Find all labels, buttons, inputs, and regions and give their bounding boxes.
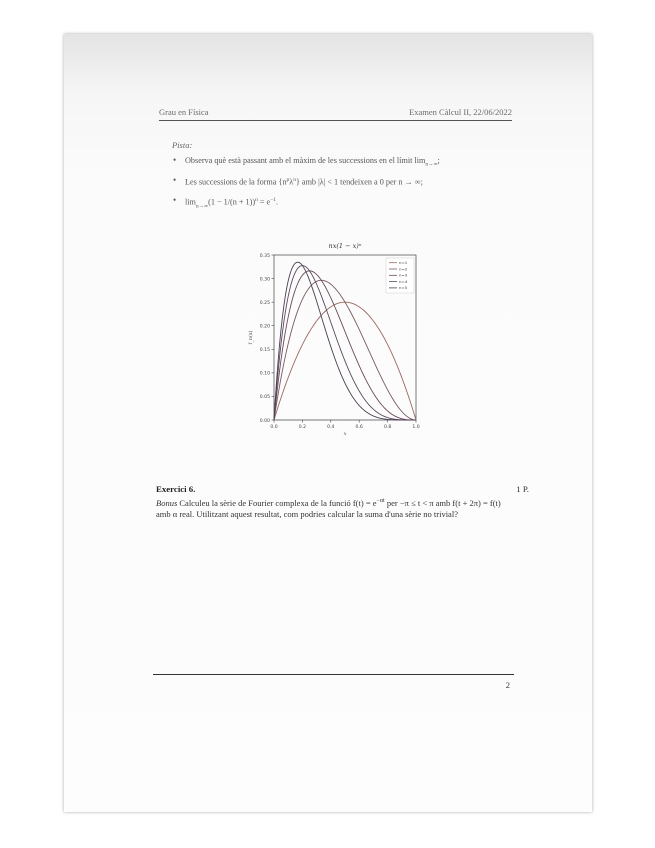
hint-item-rest: } amb |λ| < 1 tendeixen a 0 per n → ∞; [295,177,423,187]
hint-item-sup: n [255,197,258,203]
chart-svg [236,238,426,450]
bullet-dot: • [173,195,177,205]
hint-item [173,155,513,168]
chart-figure [236,238,426,450]
hint-item-text: lim [185,197,196,207]
exercise-text-b: per −π ≤ t < π amb f(t + 2π) = f(t) amb α real. Utilitzant aquest resultat, com podries calcular la suma d'una sèrie no trivial? [156,497,501,519]
header-rule [159,120,512,121]
header-course: Grau en Física [159,107,209,117]
footer-rule [153,674,514,675]
hint-list [173,156,513,216]
hint-item-mid: λ [289,177,294,187]
y-tick-label: 0.35 [259,253,270,259]
hint-item-text: Observa què està passant amb el màxim de les successions en el límit lim [185,156,426,165]
bullet-dot: • [173,155,177,165]
y-tick-label: 0.05 [259,395,270,401]
y-axis-label: f_n(x) [248,330,254,345]
hint-item-text: Les successions de la forma {n [185,177,287,187]
hint-item-sub: n→∞ [425,161,438,168]
y-tick-label: 0.30 [259,277,270,283]
hint-item-sup: p [286,177,290,183]
hint-item-eq: = e [257,197,271,207]
legend-label: n=2 [399,266,408,272]
hint-item-sup: n [293,177,296,183]
y-tick-label: 0.00 [259,418,270,424]
hint-item-mid: (1 − 1/(n + 1)) [208,197,256,207]
bullet-dot: • [173,175,177,185]
hint-item [173,176,513,185]
y-tick-label: 0.20 [259,324,270,330]
legend-label: n=1 [399,260,408,265]
chart-title: nx(1 − x)ⁿ [328,242,362,250]
hint-title: Pista: [172,140,193,150]
hint-item-sub: n→∞ [195,203,209,210]
x-tick-label: 0.8 [383,425,392,430]
exercise-points: 1 P. [516,484,529,494]
legend-label: n=4 [399,278,408,284]
header-exam: Examen Càlcul II, 22/06/2022 [409,107,512,117]
x-tick-label: 0.6 [355,425,363,430]
x-tick-label: 0.2 [298,425,307,430]
exercise-statement [156,496,512,520]
hint-item-end: ; [437,156,440,165]
x-tick-label: 1.0 [412,425,420,430]
hint-item [173,195,513,210]
exercise-sup: −αt [376,498,385,504]
y-tick-label: 0.25 [259,300,270,306]
x-axis-label: x [343,431,347,437]
y-tick-label: 0.15 [259,348,270,354]
series-line [274,280,416,420]
y-tick-label: 0.10 [259,371,270,377]
legend-label: n=3 [399,272,408,278]
hint-item-end: . [276,197,279,207]
page-number: 2 [505,680,510,690]
exercise-text-a: Calculeu la sèrie de Fourier complexa de la funció f(t) = e [177,497,377,508]
exercise-title: Exercici 6. [156,484,196,494]
exercise-bonus: Bonus [156,497,178,508]
x-tick-label: 0.4 [327,425,335,430]
x-tick-label: 0.0 [270,425,278,430]
legend-label: n=5 [399,285,408,291]
hint-item-sup: −1 [270,197,277,203]
